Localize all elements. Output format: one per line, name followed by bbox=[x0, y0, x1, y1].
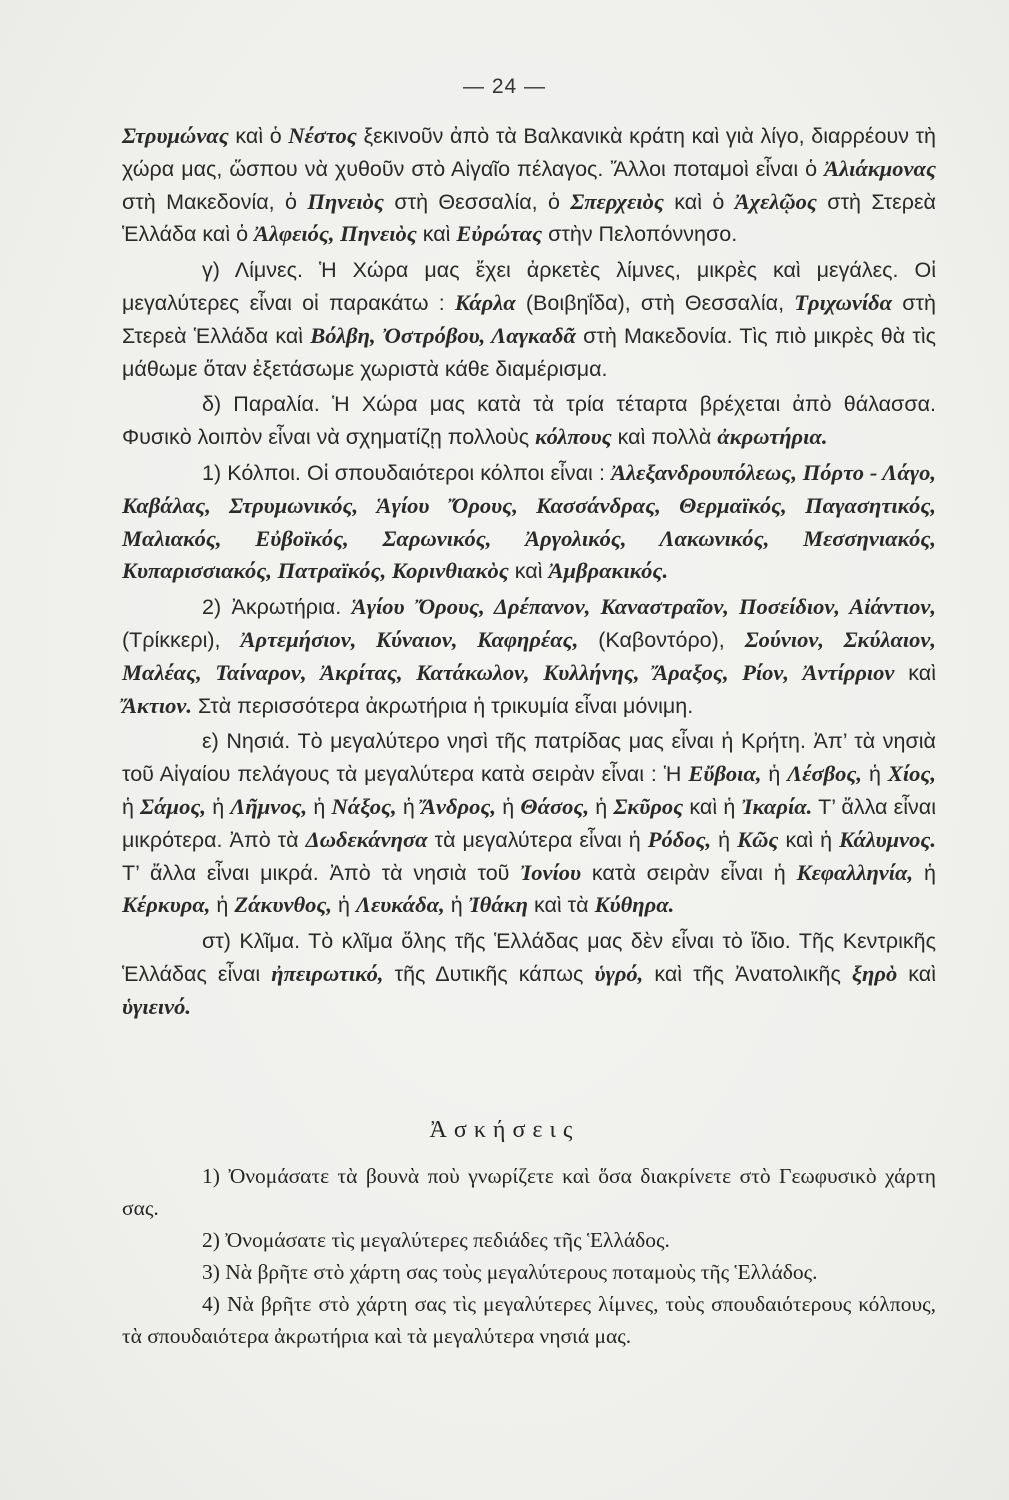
emphasized-term: Χίος, bbox=[887, 761, 937, 787]
text-run: καὶ bbox=[894, 660, 936, 685]
emphasized-term: Εὔβοια, bbox=[688, 761, 762, 787]
text-run: καὶ πολλὰ bbox=[611, 425, 718, 450]
text-run: τῆς Δυτικῆς κάπως bbox=[383, 961, 595, 986]
emphasized-term: Ἀλεξανδρουπόλεως, Πόρτο - Λάγο, Καβάλας, Στρυμωνικός, Ἁγίου Ὄρους, Κασσάνδρας, Θερμαϊκός, Παγασητικός, Μαλιακός, Εὐβοϊκός, Σαρωνικός, Ἀργολικός, Λακωνικός, Μεσσηνιακός, Κυπαρισσιακός, Πατραϊκός, Κορινθιακὸς bbox=[122, 459, 936, 584]
emphasized-term: Σάμος, bbox=[140, 793, 206, 819]
emphasized-term: Πηνειὸς bbox=[307, 188, 384, 214]
exercises-list bbox=[122, 1160, 936, 1352]
emphasized-term: Ζάκυνθος, bbox=[234, 892, 333, 918]
text-run: ἡ bbox=[205, 794, 231, 819]
emphasized-term: Ἰονίου bbox=[520, 859, 582, 885]
emphasized-term: Ἄκτιον. bbox=[122, 692, 193, 718]
exercises-title: Ἀσκήσεις bbox=[429, 1117, 580, 1143]
emphasized-term: Λέσβος, bbox=[787, 761, 863, 787]
text-run: ἡ bbox=[862, 762, 888, 787]
exercise-item: 3) Νὰ βρῆτε στὸ χάρτη σας τοὺς μεγαλύτερους ποταμοὺς τῆς Ἑλλάδος. bbox=[202, 1260, 818, 1284]
emphasized-term: ἀκρωτήρια. bbox=[717, 424, 828, 450]
emphasized-term: Κεφαλληνία, bbox=[796, 859, 914, 885]
text-run: ἡ bbox=[210, 893, 235, 918]
emphasized-term: Σούνιον, Σκύλαιον, Μαλέας, Ταίναρον, Ἀκρίτας, Κατάκωλον, Κυλλήνης, Ἄραξος, Ρίον, Ἀντίρριον bbox=[122, 626, 937, 685]
text-run: Τ’ ἄλλα εἶναι μικρότερα. Ἀπὸ τὰ bbox=[122, 794, 936, 852]
paragraph bbox=[122, 725, 936, 922]
text-run: τὰ μεγαλύτερα εἶναι ἡ bbox=[427, 827, 648, 852]
emphasized-term: Ἀλιάκμονας bbox=[824, 155, 936, 181]
text-run: στὴν Πελοπόννησο. bbox=[542, 222, 738, 247]
emphasized-term: Ἀχελῷος bbox=[734, 188, 817, 214]
text-run: στὴ Στερεὰ Ἑλλάδα καὶ bbox=[122, 290, 937, 348]
text-run: ἡ bbox=[332, 893, 356, 918]
emphasized-term: ἠπειρωτικό, bbox=[271, 960, 384, 986]
emphasized-term: Ἁγίου Ὄρους, Δρέπανον, Καναστραῖον, Ποσείδιον, Αἰάντιον, bbox=[351, 594, 936, 620]
text-run: στ) Κλῖμα. Τὸ κλῖμα ὅλης τῆς Ἑλλάδας μας δὲν εἶναι τὸ ἴδιο. Τῆς Κεντρικῆς Ἑλλάδας εἶναι bbox=[122, 929, 936, 986]
emphasized-term: Ἰκαρία. bbox=[741, 793, 813, 819]
emphasized-term: Ἀρτεμήσιον, Κύναιον, Καφηρέας, bbox=[240, 626, 579, 652]
emphasized-term: Θάσος, bbox=[520, 793, 590, 819]
exercise-item: 4) Νὰ βρῆτε στὸ χάρτη σας τὶς μεγαλύτερες λίμνες, τοὺς σπουδαιότερους κόλπους, τὰ σπουδαιότερα ἀκρωτήρια καὶ τὰ μεγαλύτερα νησιά μας. bbox=[122, 1292, 936, 1348]
emphasized-term: Βόλβη, Ὀστρόβου, Λαγκαδᾶ bbox=[310, 322, 576, 348]
text-run: καὶ ἡ bbox=[778, 827, 840, 852]
text-run: καὶ τὰ bbox=[528, 893, 595, 918]
text-run: καὶ τῆς Ἀνατολικῆς bbox=[643, 961, 852, 986]
text-run: ἡ bbox=[122, 794, 141, 819]
text-run: Τ’ ἄλλα εἶναι μικρά. Ἀπὸ τὰ νησιὰ τοῦ bbox=[122, 860, 521, 885]
emphasized-term: Ἀλφειός, Πηνειὸς bbox=[254, 221, 417, 247]
text-run: στὴ Μακεδονία. Τὶς πιὸ μικρὲς θὰ τὶς μάθωμε ὅταν ἐξετάσωμε χωριστὰ κάθε διαμέρισμα. bbox=[122, 323, 936, 381]
text-run: ἡ bbox=[761, 762, 788, 787]
paragraph bbox=[122, 120, 936, 251]
paragraph bbox=[122, 925, 936, 1023]
text-run: δ) Παραλία. Ἡ Χώρα μας κατὰ τὰ τρία τέταρτα βρέχεται ἀπὸ θάλασσα. Φυσικὸ λοιπὸν εἶναι νὰ σχηματίζῃ πολλοὺς bbox=[122, 392, 936, 450]
text-run: καὶ bbox=[508, 559, 549, 584]
text-run: ἡ bbox=[589, 794, 614, 819]
text-run: στὴ Στερεὰ Ἑλλάδα καὶ ὁ bbox=[122, 189, 936, 247]
text-run: καὶ ὁ bbox=[663, 189, 735, 214]
emphasized-term: Στρυμώνας bbox=[122, 123, 229, 148]
emphasized-term: Ἀμβρακικός. bbox=[548, 558, 669, 584]
text-run: ἡ bbox=[396, 794, 422, 819]
paragraph bbox=[122, 254, 936, 385]
page-number: — 24 — bbox=[462, 75, 547, 98]
text-run: καὶ bbox=[416, 222, 457, 247]
text-run: καὶ ἡ bbox=[683, 794, 742, 819]
exercise-item: 2) Ὀνομάσατε τὶς μεγαλύτερες πεδιάδες τῆς Ἑλλάδος. bbox=[202, 1228, 670, 1252]
paragraph bbox=[122, 457, 936, 588]
text-run: ἡ bbox=[307, 794, 332, 819]
emphasized-term: ὑγρό, bbox=[594, 960, 644, 986]
text-run: ἡ bbox=[711, 827, 738, 852]
text-run: 2) Ἀκρωτήρια. bbox=[202, 595, 352, 620]
emphasized-term: Νέστος bbox=[288, 123, 357, 148]
emphasized-term: Σκῦρος bbox=[613, 793, 684, 819]
text-run: καὶ bbox=[897, 961, 936, 986]
emphasized-term: Λῆμνος, bbox=[230, 793, 308, 819]
text-run: κατὰ σειρὰν εἶναι ἡ bbox=[581, 860, 797, 885]
text-run: Στὰ περισσότερα ἀκρωτήρια ἡ τρικυμία εἶναι μόνιμη. bbox=[192, 693, 694, 718]
emphasized-term: Εὐρώτας bbox=[456, 221, 543, 247]
emphasized-term: Δωδεκάνησα bbox=[305, 826, 428, 852]
text-run: καὶ ὁ bbox=[228, 124, 289, 148]
text-run: (Βοιβηΐδα), στὴ Θεσσαλία, bbox=[515, 290, 795, 315]
text-run: ἡ bbox=[444, 893, 469, 918]
emphasized-term: Λευκάδα, bbox=[355, 892, 445, 918]
emphasized-term: Τριχωνίδα bbox=[794, 289, 893, 315]
emphasized-term: Ρόδος, bbox=[647, 826, 712, 852]
paragraph bbox=[122, 388, 936, 454]
text-run: γ) Λίμνες. Ἡ Χώρα μας ἔχει ἀρκετὲς λίμνες, μικρὲς καὶ μεγάλες. Οἱ μεγαλύτερες εἶναι οἱ παρακάτω : bbox=[122, 258, 936, 315]
emphasized-term: Κῶς bbox=[737, 826, 779, 852]
emphasized-term: Κύθηρα. bbox=[594, 892, 675, 918]
emphasized-term: Κάλυμνος. bbox=[839, 826, 936, 852]
text-run: (Καβοντόρο), bbox=[578, 627, 745, 652]
emphasized-term: κόλπους bbox=[535, 424, 612, 450]
emphasized-term: Ἄνδρος, bbox=[421, 793, 497, 819]
emphasized-term: ὑγιεινό. bbox=[122, 993, 191, 1019]
text-run: στὴ Μακεδονία, ὁ bbox=[122, 189, 308, 214]
emphasized-term: Κάρλα bbox=[454, 289, 516, 315]
text-run: στὴ Θεσσαλία, ὁ bbox=[383, 189, 571, 214]
paragraph bbox=[122, 591, 936, 722]
text-run: 1) Κόλποι. Οἱ σπουδαιότεροι κόλποι εἶναι : bbox=[202, 460, 612, 485]
emphasized-term: Ἰθάκη bbox=[468, 892, 529, 918]
emphasized-term: Κέρκυρα, bbox=[122, 892, 211, 918]
text-run: ε) Νησιά. Τὸ μεγαλύτερο νησὶ τῆς πατρίδας μας εἶναι ἡ Κρήτη. Ἀπ’ τὰ νησιὰ τοῦ Αἰγαίου πελάγους τὰ μεγαλύτερα κατὰ σειρὰν εἶναι : Ἡ bbox=[122, 729, 936, 787]
exercise-item: 1) Ὀνομάσατε τὰ βουνὰ ποὺ γνωρίζετε καὶ ὅσα διακρίνετε στὸ Γεωφυσικὸ χάρτη σας. bbox=[122, 1164, 936, 1220]
body-text bbox=[122, 120, 936, 1024]
emphasized-term: ξηρὸ bbox=[851, 960, 898, 986]
text-run: ἡ bbox=[496, 794, 521, 819]
text-run: (Τρίκκερι), bbox=[122, 627, 241, 652]
emphasized-term: Νάξος, bbox=[331, 793, 397, 819]
text-run: ξεκινοῦν ἀπὸ τὰ Βαλκανικὰ κράτη καὶ γιὰ λίγο, διαρρέουν τὴ χώρα μας, ὥσπου νὰ χυθοῦν στὸ Αἰγαῖο πέλαγος. Ἄλλοι ποταμοὶ εἶναι ὁ bbox=[122, 124, 937, 181]
text-run: ἡ bbox=[913, 860, 936, 885]
emphasized-term: Σπερχειὸς bbox=[570, 188, 664, 214]
